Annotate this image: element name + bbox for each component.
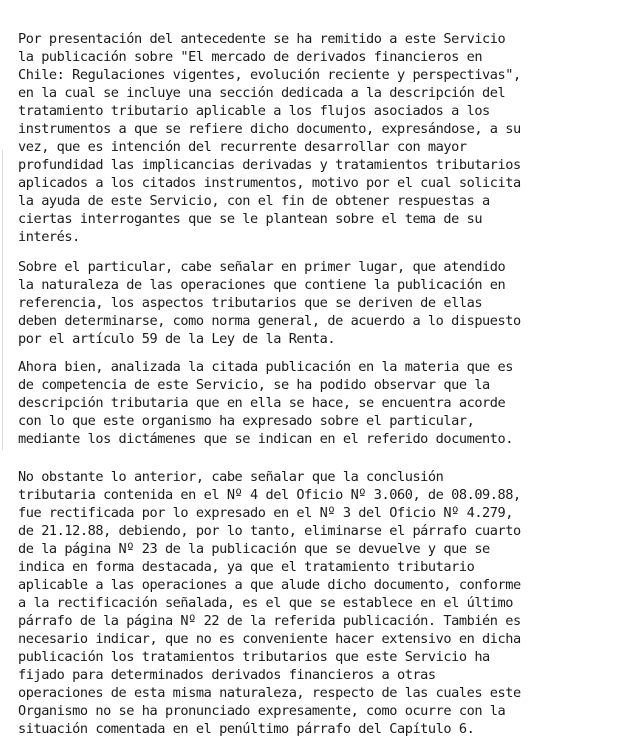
paragraph-line: de 21.12.88, debiendo, por lo tanto, eliminarse el párrafo cuarto [18,523,521,539]
paragraph-line: Ahora bien, analizada la citada publicación en la materia que es [18,359,513,375]
paragraph-line: fijado para determinados derivados financieros a otras [18,667,436,683]
paragraph-line: interés. [18,229,80,245]
paragraph-line: deben determinarse, como norma general, de acuerdo a lo dispuesto [18,313,521,329]
scan-margin-mark [2,150,17,450]
paragraph-line: párrafo de la página Nº 22 de la referida publicación. También es [18,613,521,629]
paragraph-line: descripción tributaria que en ella se hace, se encuentra acorde [18,395,506,411]
paragraph-line: publicación los tratamientos tributarios que este Servicio ha [18,649,490,665]
paragraph-line: situación comentada en el penúltimo párrafo del Capítulo 6. [18,721,475,737]
paragraph-line: fue rectificada por lo expresado en el Nº 3 del Oficio Nº 4.279, [18,505,513,521]
paragraph-line: referencia, los aspectos tributarios que se deriven de ellas [18,295,483,311]
paragraph-1 [18,30,622,246]
paragraph-line: de la página Nº 23 de la publicación que se devuelve y que se [18,541,490,557]
paragraph-line: la ayuda de este Servicio, con el fin de obtener respuestas a [18,193,490,209]
paragraph-line: Organismo no se ha pronunciado expresamente, como ocurre con la [18,703,506,719]
paragraph-line: Chile: Regulaciones vigentes, evolución reciente y perspectivas", [18,67,521,83]
paragraph-line: tratamiento tributario aplicable a los flujos asociados a los [18,103,490,119]
paragraph-line: en la cual se incluye una sección dedicada a la descripción del [18,85,506,101]
paragraph-line: a la rectificación señalada, es el que se establece en el último [18,595,513,611]
paragraph-line: aplicados a los citados instrumentos, motivo por el cual solicita [18,175,521,191]
paragraph-line: No obstante lo anterior, cabe señalar que la conclusión [18,469,444,485]
paragraph-line: mediante los dictámenes que se indican en el referido documento. [18,431,513,447]
paragraph-line: de competencia de este Servicio, se ha podido observar que la [18,377,490,393]
paragraph-2 [18,258,622,348]
paragraph-4 [18,468,622,738]
paragraph-3 [18,358,622,448]
paragraph-line: vez, que es intención del recurrente desarrollar con mayor [18,139,467,155]
paragraph-line: aplicable a las operaciones a que alude dicho documento, conforme [18,577,521,593]
paragraph-line: profundidad las implicancias derivadas y tratamientos tributarios [18,157,521,173]
paragraph-line: la publicación sobre "El mercado de derivados financieros en [18,49,483,65]
paragraph-line: necesario indicar, que no es conveniente hacer extensivo en dicha [18,631,521,647]
paragraph-line: ciertas interrogantes que se le plantean sobre el tema de su [18,211,483,227]
paragraph-line: Por presentación del antecedente se ha remitido a este Servicio [18,31,506,47]
paragraph-line: con lo que este organismo ha expresado sobre el particular, [18,413,475,429]
paragraph-line: Sobre el particular, cabe señalar en primer lugar, que atendido [18,259,506,275]
paragraph-line: indica en forma destacada, ya que el tratamiento tributario [18,559,475,575]
paragraph-line: por el artículo 59 de la Ley de la Renta. [18,331,336,347]
paragraph-line: instrumentos a que se refiere dicho documento, expresándose, a su [18,121,521,137]
paragraph-line: tributaria contenida en el Nº 4 del Oficio Nº 3.060, de 08.09.88, [18,487,521,503]
paragraph-line: operaciones de esta misma naturaleza, respecto de las cuales este [18,685,521,701]
paragraph-line: la naturaleza de las operaciones que contiene la publicación en [18,277,506,293]
